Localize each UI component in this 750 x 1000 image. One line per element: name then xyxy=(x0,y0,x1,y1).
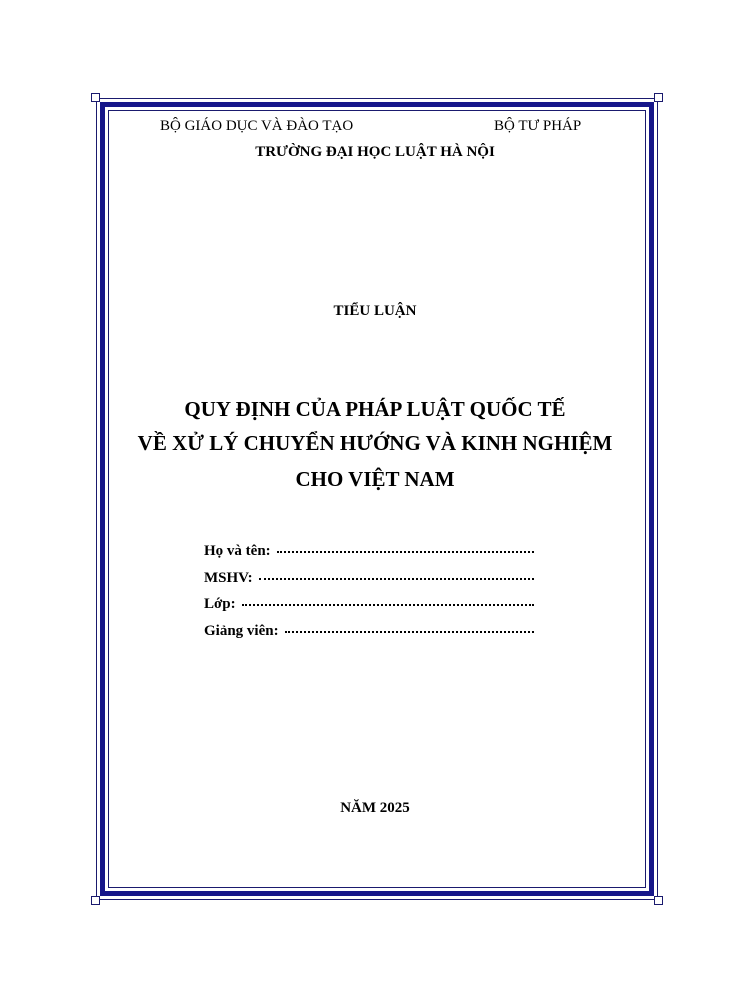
fill-in-line xyxy=(277,548,534,553)
title-line-3: CHO VIỆT NAM xyxy=(295,467,455,491)
field-label: Lớp: xyxy=(204,596,236,612)
page-border-inner xyxy=(108,110,646,888)
field-full-name xyxy=(204,543,534,560)
border-corner-top-right xyxy=(654,93,663,102)
border-corner-bottom-left xyxy=(91,896,100,905)
field-label: Giảng viên: xyxy=(204,623,279,639)
field-student-id xyxy=(204,570,534,587)
field-label: Họ và tên: xyxy=(204,543,271,559)
school-name: TRƯỜNG ĐẠI HỌC LUẬT HÀ NỘI xyxy=(255,144,495,160)
fill-in-line xyxy=(242,601,534,606)
field-label: MSHV: xyxy=(204,570,253,586)
document-type: TIỂU LUẬN xyxy=(333,303,417,319)
year: NĂM 2025 xyxy=(340,800,410,816)
fill-in-line xyxy=(285,628,534,633)
ministry-education: BỘ GIÁO DỤC VÀ ĐÀO TẠO xyxy=(160,118,354,134)
field-lecturer xyxy=(204,623,534,640)
fill-in-line xyxy=(259,575,534,580)
field-class xyxy=(204,596,534,613)
border-corner-bottom-right xyxy=(654,896,663,905)
title-line-1: QUY ĐỊNH CỦA PHÁP LUẬT QUỐC TẾ xyxy=(184,397,566,421)
title-line-2: VỀ XỬ LÝ CHUYỂN HƯỚNG VÀ KINH NGHIỆM xyxy=(137,431,613,455)
ministry-justice: BỘ TƯ PHÁP xyxy=(494,118,582,134)
border-corner-top-left xyxy=(91,93,100,102)
